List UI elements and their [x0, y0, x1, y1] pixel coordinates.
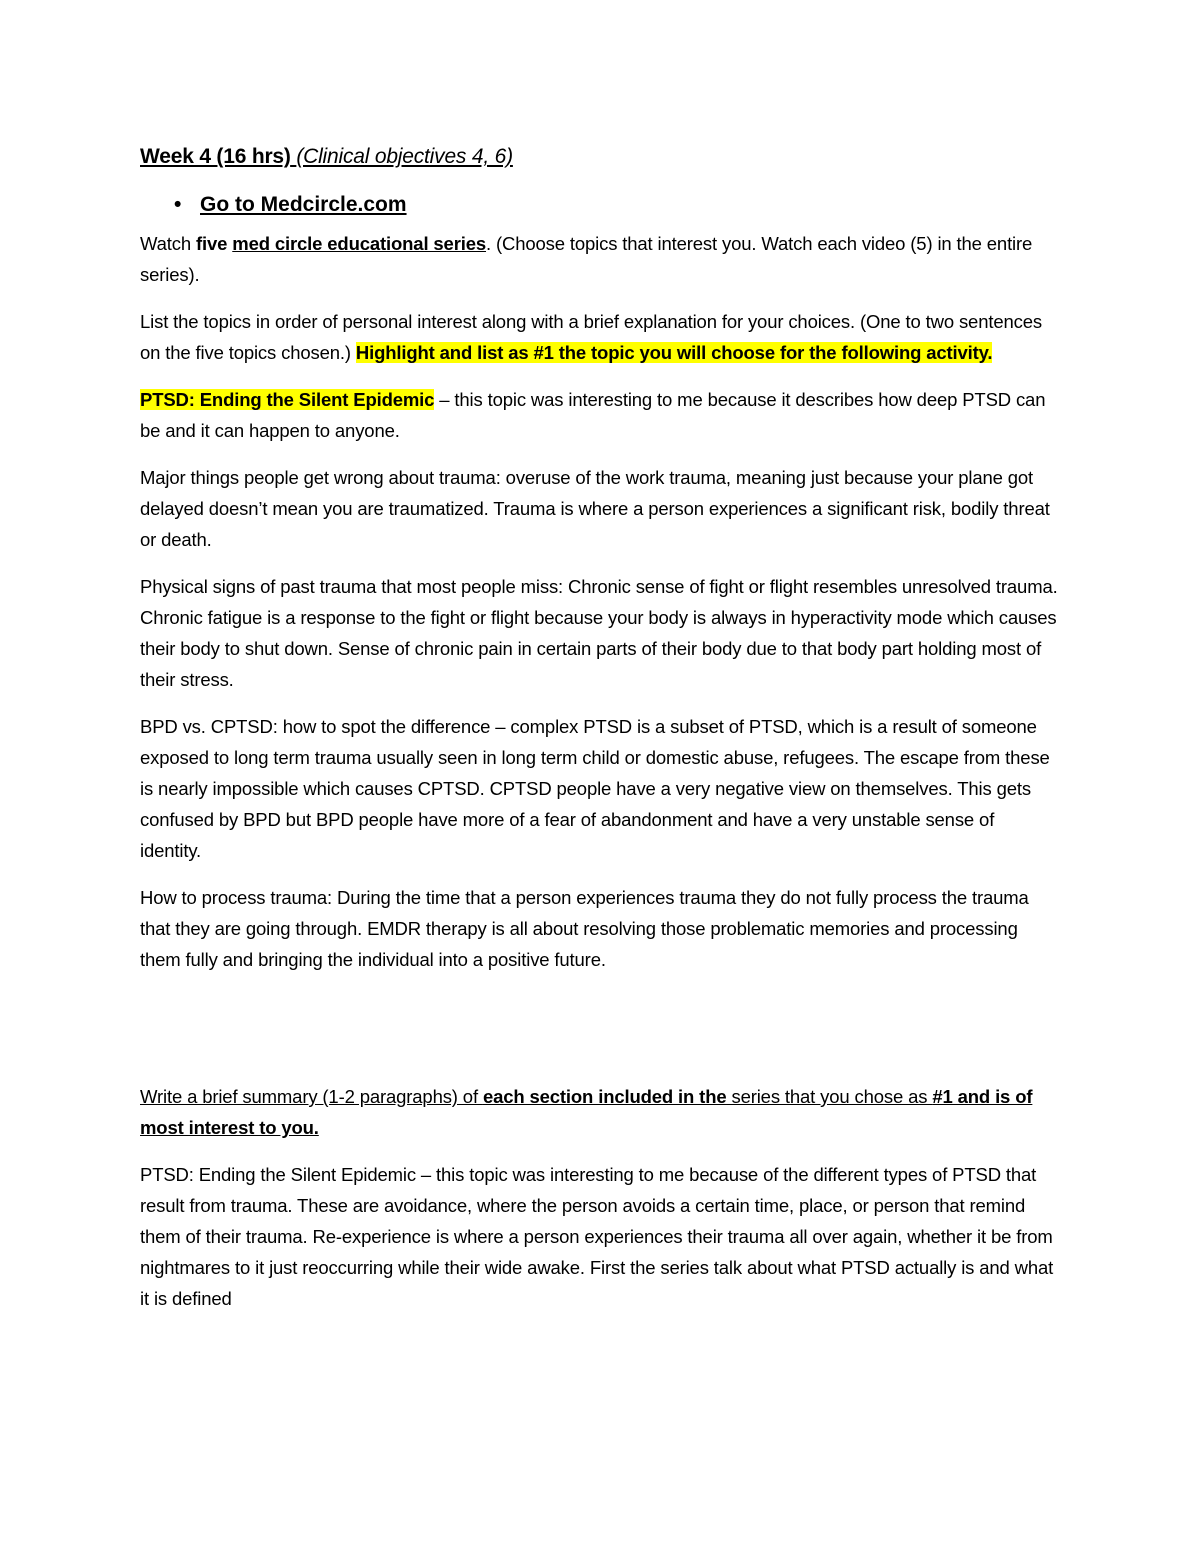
bullet-icon: •	[174, 193, 182, 216]
week-label: Week 4 (16 hrs)	[140, 145, 291, 168]
series-emphasis: med circle educational series	[232, 233, 487, 254]
clinical-objectives: (Clinical objectives 4, 6)	[296, 145, 513, 168]
topic-3: Physical signs of past trauma that most people miss: Chronic sense of fight or flight resembles unresolved trauma. Chronic fatigue is a response to the fight or flight because your body is always in hyperactivity mode which causes their body to shut down. Sense of chronic pain in certain parts of their body due to that body part holding most of their stress.	[140, 576, 1058, 690]
watch-instruction: Watch five med circle educational series. (Choose topics that interest you. Watch each video (5) in the entire series).	[140, 233, 1033, 285]
medcircle-link[interactable]: Go to Medcircle.com	[200, 193, 407, 216]
topic-1: PTSD: Ending the Silent Epidemic – this topic was interesting to me because it describes how deep PTSD can be and it can happen to anyone.	[140, 389, 1046, 441]
topic-5: How to process trauma: During the time that a person experiences trauma they do not fully process the trauma that they are going through. EMDR therapy is all about resolving those problematic memories and processing them fully and bringing the individual into a positive future.	[140, 887, 1029, 970]
summary-prompt: Write a brief summary (1-2 paragraphs) of each section included in the series that you chose as #1 and is of most interest to you.	[140, 1086, 1033, 1138]
highlight-instruction: Highlight and list as #1 the topic you will choose for the following activity.	[355, 342, 993, 363]
bullet-item	[140, 190, 1060, 220]
summary-body: PTSD: Ending the Silent Epidemic – this topic was interesting to me because of the different types of PTSD that result from trauma. These are avoidance, where the person avoids a certain time, place, or person that remind them of their trauma. Re-experience is where a person experiences their trauma all over again, whether it be from nightmares to it just reoccurring while their wide awake. First the series talk about what PTSD actually is and what it is defined	[140, 1164, 1054, 1309]
topic-1-title: PTSD: Ending the Silent Epidemic	[140, 389, 435, 410]
spacer	[140, 991, 1060, 1081]
topic-2: Major things people get wrong about trauma: overuse of the work trauma, meaning just because your plane got delayed doesn’t mean you are traumatized. Trauma is where a person experiences a significant risk, bodily threat or death.	[140, 467, 1050, 550]
list-instruction: List the topics in order of personal interest along with a brief explanation for your choices. (One to two sentences on the five topics chosen.) Highlight and list as #1 the topic you will choose for the following activity.	[140, 311, 1042, 363]
topic-4: BPD vs. CPTSD: how to spot the difference – complex PTSD is a subset of PTSD, which is a result of someone exposed to long term trauma usually seen in long term child or domestic abuse, refugees. The escape from these is nearly impossible which causes CPTSD. CPTSD people have a very negative view on themselves. This gets confused by BPD but BPD people have more of a fear of abandonment and have a very unstable sense of identity.	[140, 716, 1050, 861]
five-emphasis: five	[195, 233, 228, 254]
page-title	[140, 142, 1060, 172]
